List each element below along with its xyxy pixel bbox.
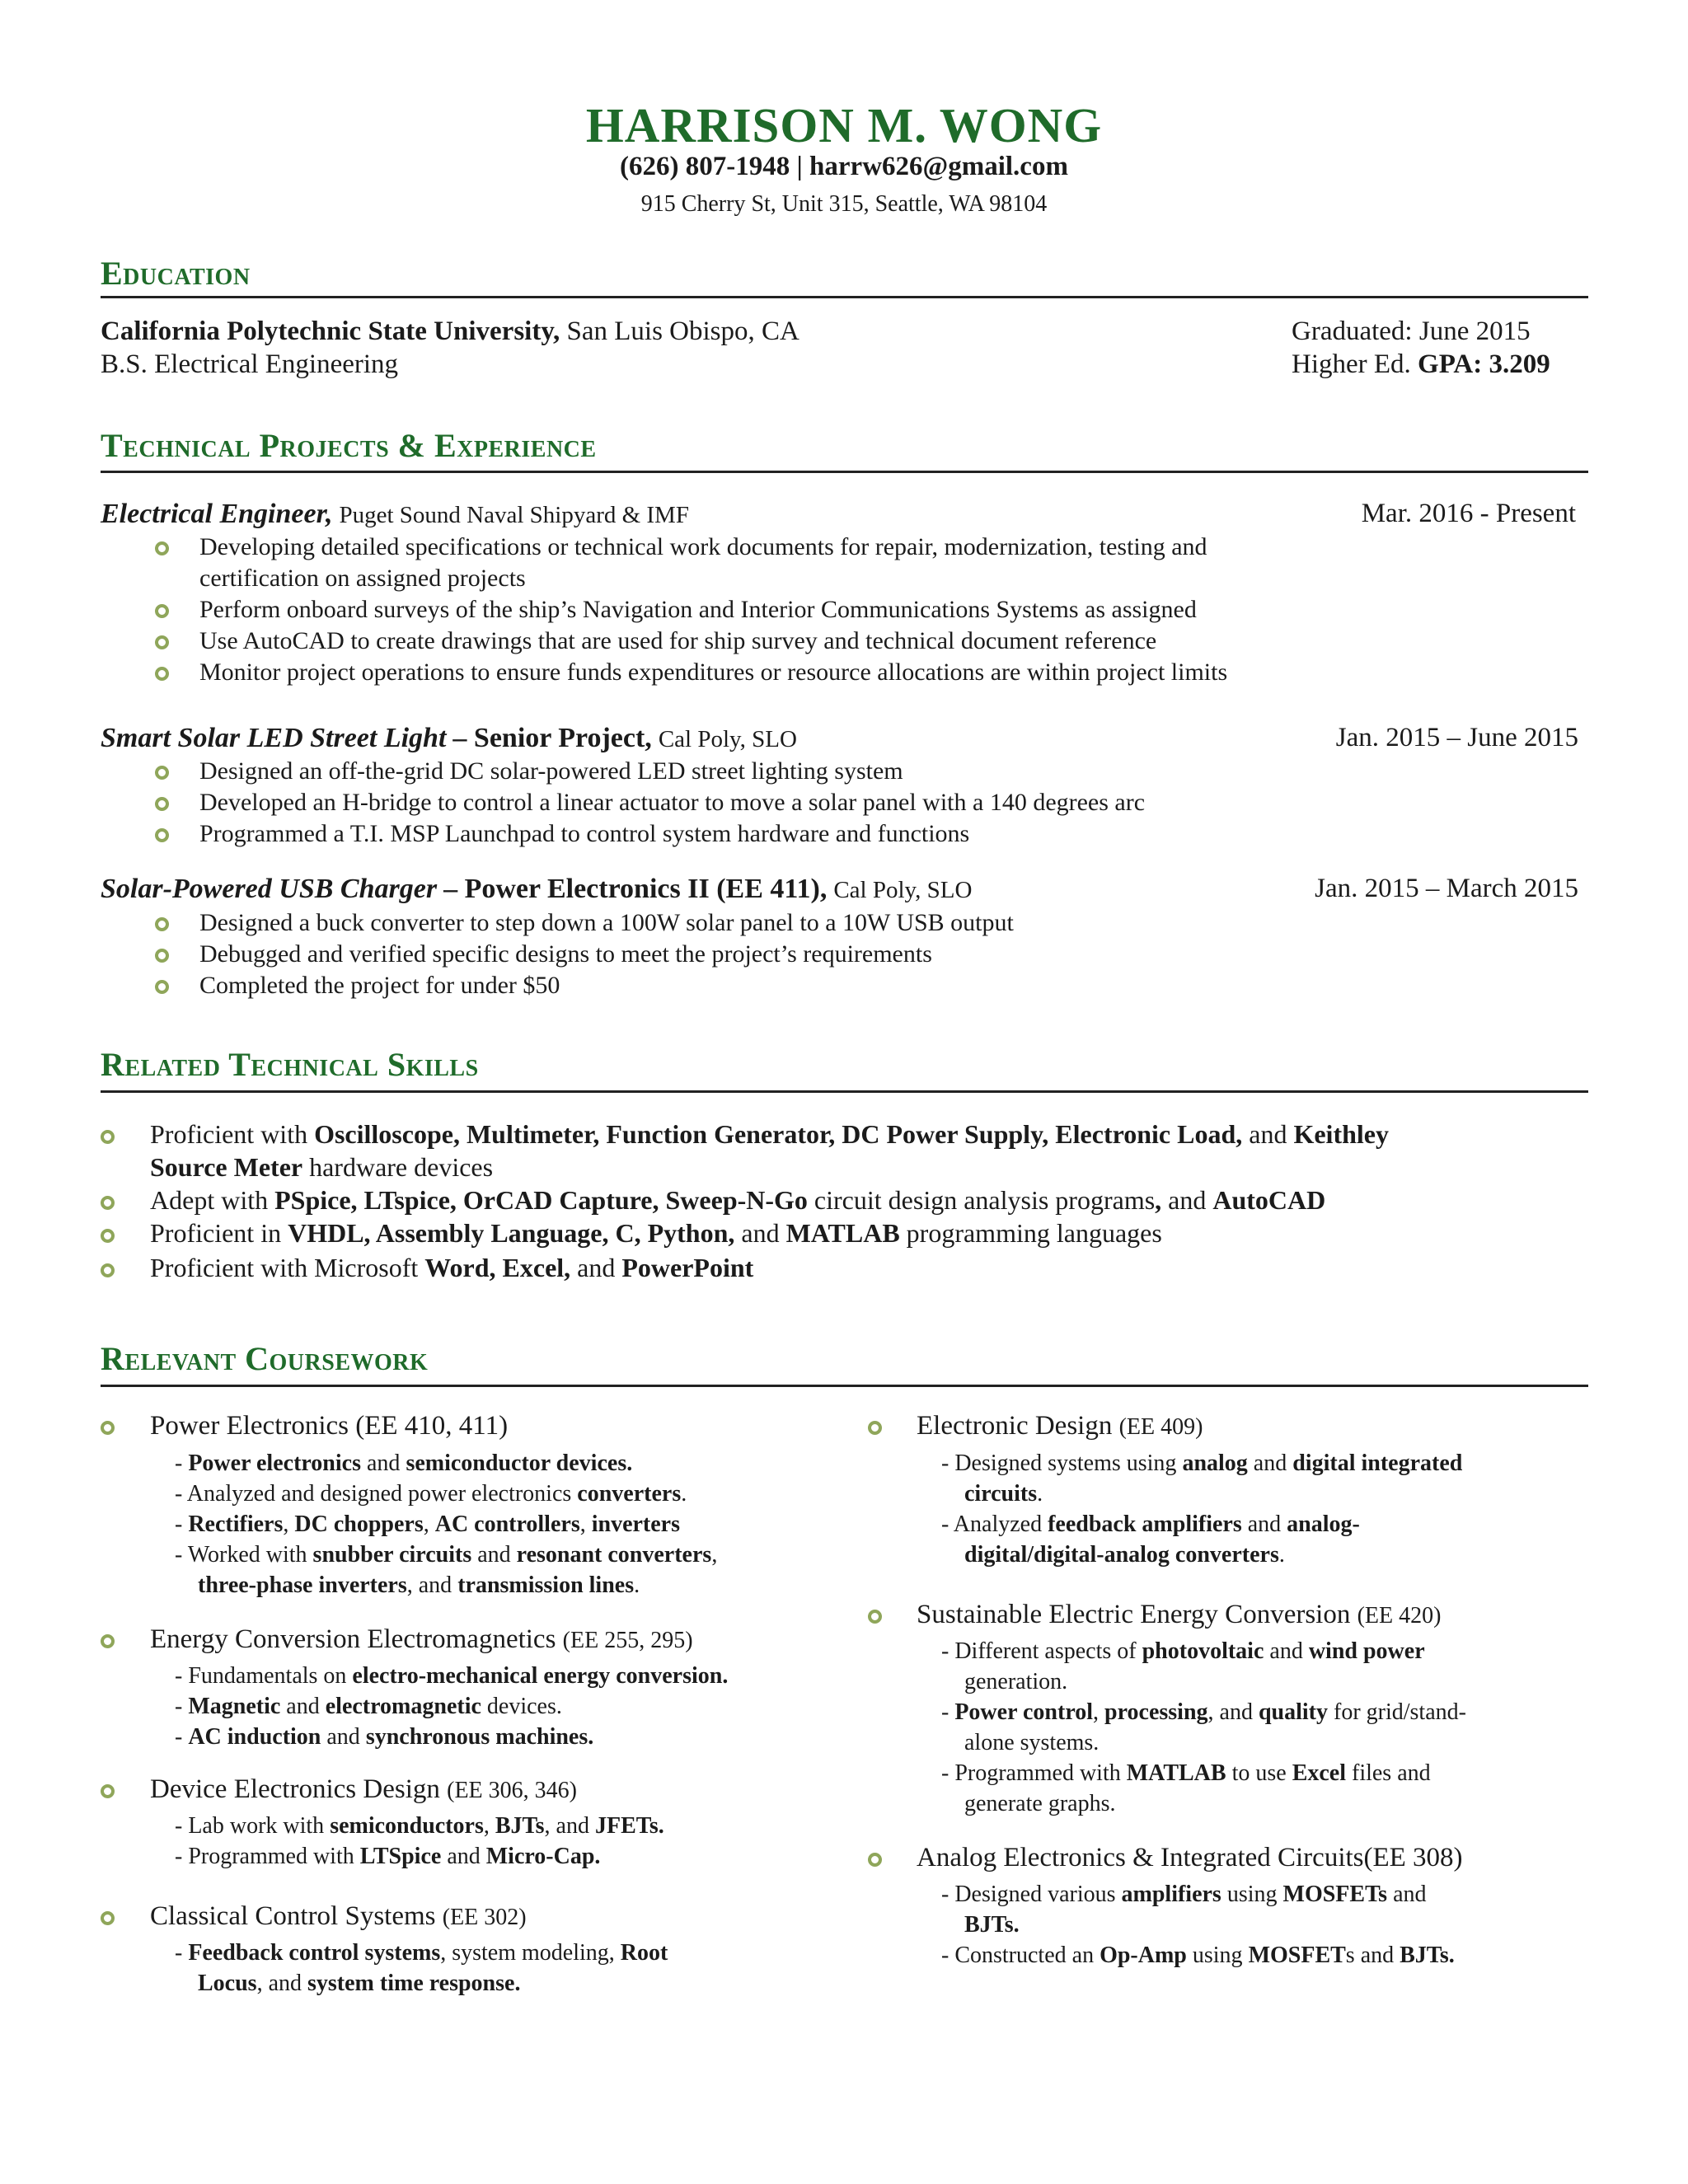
course-text: , xyxy=(423,1511,435,1537)
course-name: Energy Conversion Electromagnetics xyxy=(150,1624,563,1654)
course-bold: AC induction xyxy=(188,1724,321,1750)
course-text: and xyxy=(1247,1451,1293,1476)
job-1-dates: Mar. 2016 - Present xyxy=(1361,499,1576,528)
course-text: files and xyxy=(1346,1760,1431,1786)
education-divider xyxy=(101,296,1588,298)
course-text: Worked with xyxy=(187,1542,313,1568)
separator: | xyxy=(796,152,803,181)
course-text: using xyxy=(1221,1882,1283,1907)
course-text: Fundamentals on xyxy=(188,1663,353,1689)
dash: - xyxy=(175,1940,183,1966)
course-bold: Excel xyxy=(1292,1760,1346,1786)
course-1-line-3 xyxy=(175,1511,680,1538)
phone: (626) 807-1948 xyxy=(620,152,790,181)
job-1-bullet-3: Use AutoCAD to create drawings that are used for ship survey and technical document reference xyxy=(199,627,1157,654)
course-text: Analyzed and designed power electronics xyxy=(186,1481,578,1507)
course-1-line-5 xyxy=(198,1572,640,1599)
course-6-line-3 xyxy=(941,1699,1466,1726)
skill-text: and xyxy=(734,1218,786,1248)
course-2-line-1 xyxy=(175,1663,728,1690)
skill-text: and xyxy=(1161,1185,1213,1215)
course-text: devices. xyxy=(481,1694,562,1719)
course-3-line-2 xyxy=(175,1844,600,1870)
course-bold: BJTs. xyxy=(1400,1943,1455,1968)
course-4-line-1 xyxy=(175,1940,668,1966)
bullet-icon xyxy=(155,667,169,681)
course-text: . xyxy=(1037,1481,1043,1507)
dash: - xyxy=(175,1481,183,1507)
school-location: San Luis Obispo, CA xyxy=(566,316,799,346)
course-bold: photovoltaic xyxy=(1142,1638,1264,1664)
course-text: , xyxy=(711,1542,718,1568)
course-bold: MOSFET xyxy=(1248,1943,1346,1968)
education-school-line xyxy=(101,316,799,347)
course-text: to use xyxy=(1226,1760,1292,1786)
course-text: and xyxy=(1387,1882,1427,1907)
course-bold: JFETs. xyxy=(594,1813,664,1839)
course-text: Analyzed xyxy=(953,1511,1048,1537)
coursework-heading: Relevant Coursework xyxy=(101,1340,429,1377)
job-2-dates: Jan. 2015 – June 2015 xyxy=(1335,723,1578,752)
course-6-line-1 xyxy=(941,1638,1425,1665)
course-bold: Root xyxy=(620,1940,668,1966)
course-sustainable-energy xyxy=(917,1600,1441,1630)
skill-text: and xyxy=(1242,1119,1294,1149)
job-2-header xyxy=(101,723,797,754)
course-text: , and xyxy=(544,1813,595,1839)
email: harrw626@gmail.com xyxy=(809,152,1068,181)
course-text: - Programmed with xyxy=(175,1844,360,1869)
course-bold: feedback amplifiers xyxy=(1048,1511,1242,1537)
course-text: and xyxy=(1241,1511,1287,1537)
job-3-org: Cal Poly, SLO xyxy=(833,877,973,903)
skill-bold: PSpice, LTspice, OrCAD Capture, Sweep-N-Go xyxy=(274,1185,808,1215)
course-text: . xyxy=(634,1572,640,1598)
skill-1-line-1 xyxy=(150,1119,1389,1150)
dash: - xyxy=(175,1451,183,1476)
course-text: , xyxy=(283,1511,295,1537)
course-name: Sustainable Electric Energy Conversion xyxy=(917,1600,1357,1629)
course-text: - Lab work with xyxy=(175,1813,331,1839)
job-1-bullet-4: Monitor project operations to ensure funds expenditures or resource allocations are within project limits xyxy=(199,658,1228,686)
dash: - xyxy=(175,1724,183,1750)
course-text: Designed various xyxy=(954,1882,1122,1907)
course-4-line-2 xyxy=(198,1971,520,1997)
course-bold: system time response. xyxy=(307,1971,521,1996)
course-6-line-2: generation. xyxy=(964,1669,1068,1694)
course-text: , and xyxy=(1207,1699,1259,1725)
course-1-line-2 xyxy=(175,1481,687,1507)
course-bold: converters xyxy=(577,1481,682,1507)
job-1-role: Electrical Engineer, xyxy=(101,499,333,529)
skills-heading: Related Technical Skills xyxy=(101,1046,479,1083)
skill-text: and xyxy=(570,1253,622,1282)
course-5-line-3 xyxy=(941,1511,1360,1538)
course-3-line-1 xyxy=(175,1813,664,1840)
course-bold: BJTs. xyxy=(964,1912,1020,1938)
bullet-icon xyxy=(868,1421,882,1435)
gpa-value: GPA: 3.209 xyxy=(1418,349,1550,379)
bullet-icon xyxy=(101,1196,115,1210)
course-text: . xyxy=(1278,1542,1285,1568)
course-bold: quality xyxy=(1258,1699,1328,1725)
course-7-line-1 xyxy=(941,1882,1427,1908)
course-bold: Power electronics xyxy=(188,1451,361,1476)
course-1-line-4 xyxy=(175,1542,717,1568)
bullet-icon xyxy=(155,797,169,811)
dash: - xyxy=(175,1663,183,1689)
course-bold: transmission lines xyxy=(457,1572,635,1598)
job-3-header xyxy=(101,874,972,905)
course-6-line-5 xyxy=(941,1760,1431,1787)
course-text: , system modeling, xyxy=(440,1940,621,1966)
course-text: Different aspects of xyxy=(954,1638,1142,1664)
bullet-icon xyxy=(155,604,169,618)
bullet-icon xyxy=(868,1610,882,1624)
course-bold: processing xyxy=(1104,1699,1208,1725)
course-bold: electro-mechanical energy conversion. xyxy=(352,1663,729,1689)
course-text: , xyxy=(1093,1699,1105,1725)
course-code: (EE 420) xyxy=(1357,1603,1442,1629)
course-name: Classical Control Systems xyxy=(150,1901,443,1931)
bullet-icon xyxy=(101,1130,115,1144)
course-bold: amplifiers xyxy=(1121,1882,1221,1907)
course-5-line-4 xyxy=(964,1542,1285,1568)
contact-line xyxy=(0,152,1688,182)
course-classical-control xyxy=(150,1901,527,1932)
course-text: and xyxy=(321,1724,366,1750)
skill-bold: Word, Excel, xyxy=(424,1253,571,1282)
job-3-dates: Jan. 2015 – March 2015 xyxy=(1315,874,1578,903)
course-device-electronics xyxy=(150,1774,577,1805)
bullet-icon xyxy=(101,1421,115,1435)
bullet-icon xyxy=(101,1911,115,1925)
course-bold: Magnetic xyxy=(188,1694,281,1719)
course-1-line-1 xyxy=(175,1451,632,1477)
skill-3 xyxy=(150,1218,1162,1249)
skill-bold: , xyxy=(1155,1185,1162,1215)
course-bold: analog xyxy=(1182,1451,1248,1476)
job-2-org: Cal Poly, SLO xyxy=(658,726,797,752)
bullet-icon xyxy=(101,1229,115,1243)
dash: - xyxy=(941,1451,950,1476)
course-text: s and xyxy=(1345,1943,1400,1968)
course-electronic-design xyxy=(917,1411,1203,1441)
skill-bold: PowerPoint xyxy=(621,1253,754,1282)
gpa-label: Higher Ed. xyxy=(1292,349,1411,379)
course-bold: digital integrated xyxy=(1292,1451,1463,1476)
bullet-icon xyxy=(155,949,169,963)
job-3-role: Solar-Powered USB Charger xyxy=(101,874,438,904)
dash: - xyxy=(941,1699,950,1725)
course-bold: Feedback control systems xyxy=(188,1940,441,1966)
course-text: , and xyxy=(256,1971,308,1996)
course-bold: LTSpice xyxy=(359,1844,442,1869)
address: 915 Cherry St, Unit 315, Seattle, WA 98104 xyxy=(640,191,1048,217)
course-bold: three-phase inverters xyxy=(198,1572,407,1598)
course-text: , and xyxy=(406,1572,458,1598)
course-7-line-3 xyxy=(941,1943,1455,1969)
course-text: , xyxy=(579,1511,592,1537)
bullet-icon xyxy=(155,980,169,994)
job-1-bullet-1-cont: certification on assigned projects xyxy=(199,565,526,592)
job-3-bullet-1: Designed a buck converter to step down a 100W solar panel to a 10W USB output xyxy=(199,909,1014,936)
course-6-line-4: alone systems. xyxy=(964,1730,1100,1755)
job-2-role: Smart Solar LED Street Light xyxy=(101,723,447,753)
skills-divider xyxy=(101,1090,1588,1093)
skill-2 xyxy=(150,1185,1325,1216)
skill-bold: Source Meter xyxy=(150,1152,303,1182)
job-2-bullet-3: Programmed a T.I. MSP Launchpad to control system hardware and functions xyxy=(199,820,970,847)
job-1-header xyxy=(101,499,689,530)
course-5-line-1 xyxy=(941,1451,1462,1477)
job-3-bullet-3: Completed the project for under $50 xyxy=(199,972,560,999)
course-bold: BJTs xyxy=(495,1813,545,1839)
course-text: using xyxy=(1186,1943,1249,1968)
dash: - xyxy=(941,1943,950,1968)
bullet-icon xyxy=(101,1784,115,1798)
course-bold: digital/digital-analog converters xyxy=(964,1542,1279,1568)
course-name: Electronic Design xyxy=(917,1411,1119,1441)
bullet-icon xyxy=(101,1263,115,1277)
course-bold: semiconductor devices. xyxy=(406,1451,633,1476)
dash: - xyxy=(941,1882,950,1907)
skill-text: hardware devices xyxy=(302,1152,494,1182)
skill-text: programming languages xyxy=(899,1218,1162,1248)
job-1-org: Puget Sound Naval Shipyard & IMF xyxy=(339,502,689,528)
job-1-bullet-1: Developing detailed specifications or technical work documents for repair, modernization, testing and xyxy=(199,533,1207,560)
job-3-bullet-2: Debugged and verified specific designs to meet the project’s requirements xyxy=(199,940,932,968)
course-code: (EE 306, 346) xyxy=(447,1778,577,1803)
experience-divider xyxy=(101,471,1588,473)
course-bold: Rectifiers xyxy=(188,1511,284,1537)
course-bold: AC controllers xyxy=(434,1511,580,1537)
job-1-bullet-2: Perform onboard surveys of the ship’s Navigation and Interior Communications Systems as assigned xyxy=(199,596,1197,623)
course-text: Constructed an xyxy=(954,1943,1100,1968)
course-bold: semiconductors xyxy=(330,1813,484,1839)
course-text: and xyxy=(471,1542,517,1568)
skill-bold: MATLAB xyxy=(785,1218,900,1248)
course-analog-electronics: Analog Electronics & Integrated Circuits(EE 308) xyxy=(917,1843,1463,1872)
course-bold: circuits xyxy=(964,1481,1038,1507)
course-bold: wind power xyxy=(1308,1638,1425,1664)
course-bold: electromagnetic xyxy=(325,1694,481,1719)
course-code: (EE 255, 295) xyxy=(562,1628,693,1653)
skill-text: circuit design analysis programs xyxy=(807,1185,1156,1215)
course-bold: DC choppers xyxy=(294,1511,424,1537)
course-code: (EE 302) xyxy=(442,1905,527,1930)
bullet-icon xyxy=(155,917,169,931)
skill-4 xyxy=(150,1253,753,1283)
course-text: and xyxy=(1264,1638,1309,1664)
dash: - xyxy=(175,1694,183,1719)
course-text: and xyxy=(441,1844,486,1869)
course-5-line-2 xyxy=(964,1481,1043,1507)
course-text: Programmed with xyxy=(954,1760,1127,1786)
course-power-electronics: Power Electronics (EE 410, 411) xyxy=(150,1411,509,1441)
job-2-bullet-1: Designed an off-the-grid DC solar-powered LED street lighting system xyxy=(199,757,903,785)
candidate-name: HARRISON M. WONG xyxy=(585,98,1103,152)
course-6-line-6: generate graphs. xyxy=(964,1791,1116,1816)
skill-text: Proficient with xyxy=(150,1119,315,1149)
skill-bold: AutoCAD xyxy=(1212,1185,1326,1215)
course-bold: MOSFETs xyxy=(1282,1882,1388,1907)
course-bold: MATLAB xyxy=(1126,1760,1226,1786)
gpa-line xyxy=(1292,349,1550,380)
course-bold: inverters xyxy=(591,1511,681,1537)
skill-bold: Oscilloscope, Multimeter, Function Generator, DC Power Supply, Electronic Load, xyxy=(314,1119,1243,1149)
course-text: and xyxy=(361,1451,406,1476)
bullet-icon xyxy=(868,1853,882,1867)
course-bold: Power control xyxy=(954,1699,1094,1725)
course-bold: Micro-Cap. xyxy=(485,1844,601,1869)
course-7-line-2 xyxy=(964,1912,1020,1938)
course-bold: synchronous machines. xyxy=(365,1724,594,1750)
course-bold: Locus xyxy=(198,1971,257,1996)
experience-heading: Technical Projects & Experience xyxy=(101,427,597,464)
course-code: (EE 409) xyxy=(1118,1414,1203,1440)
bullet-icon xyxy=(155,766,169,780)
coursework-divider xyxy=(101,1385,1588,1387)
course-text: Designed systems using xyxy=(954,1451,1183,1476)
bullet-icon xyxy=(155,541,169,555)
skill-text: Adept with xyxy=(150,1185,275,1215)
course-2-line-3 xyxy=(175,1724,593,1750)
job-2-course: – Senior Project, xyxy=(452,723,652,753)
course-text: . xyxy=(681,1481,687,1507)
course-energy-conversion xyxy=(150,1624,693,1655)
course-text: and xyxy=(280,1694,326,1719)
course-bold: resonant converters xyxy=(516,1542,712,1568)
job-3-course: – Power Electronics II (EE 411), xyxy=(443,874,828,904)
course-text: for grid/stand- xyxy=(1328,1699,1466,1725)
bullet-icon xyxy=(101,1634,115,1648)
skill-text: Proficient in xyxy=(150,1218,288,1248)
skill-1-line-2 xyxy=(150,1152,493,1183)
course-2-line-2 xyxy=(175,1694,562,1720)
course-bold: snubber circuits xyxy=(312,1542,472,1568)
bullet-icon xyxy=(155,828,169,842)
skill-bold: VHDL, Assembly Language, C, Python, xyxy=(288,1218,735,1248)
dash: - xyxy=(941,1511,950,1537)
skill-text: Proficient with Microsoft xyxy=(150,1253,425,1282)
school-name: California Polytechnic State University, xyxy=(101,316,560,346)
dash: - xyxy=(175,1511,183,1537)
graduation-date: Graduated: June 2015 xyxy=(1292,316,1531,346)
skill-bold: Keithley xyxy=(1293,1119,1389,1149)
course-bold: analog- xyxy=(1287,1511,1360,1537)
dash: - xyxy=(175,1542,183,1568)
dash: - xyxy=(941,1760,950,1786)
degree: B.S. Electrical Engineering xyxy=(101,349,399,379)
course-text: , xyxy=(483,1813,495,1839)
course-name: Device Electronics Design xyxy=(150,1774,448,1804)
job-2-bullet-2: Developed an H-bridge to control a linear actuator to move a solar panel with a 140 degrees arc xyxy=(199,789,1146,816)
course-bold: Op-Amp xyxy=(1100,1943,1187,1968)
dash: - xyxy=(941,1638,950,1664)
education-heading: Education xyxy=(101,255,251,292)
bullet-icon xyxy=(155,635,169,649)
